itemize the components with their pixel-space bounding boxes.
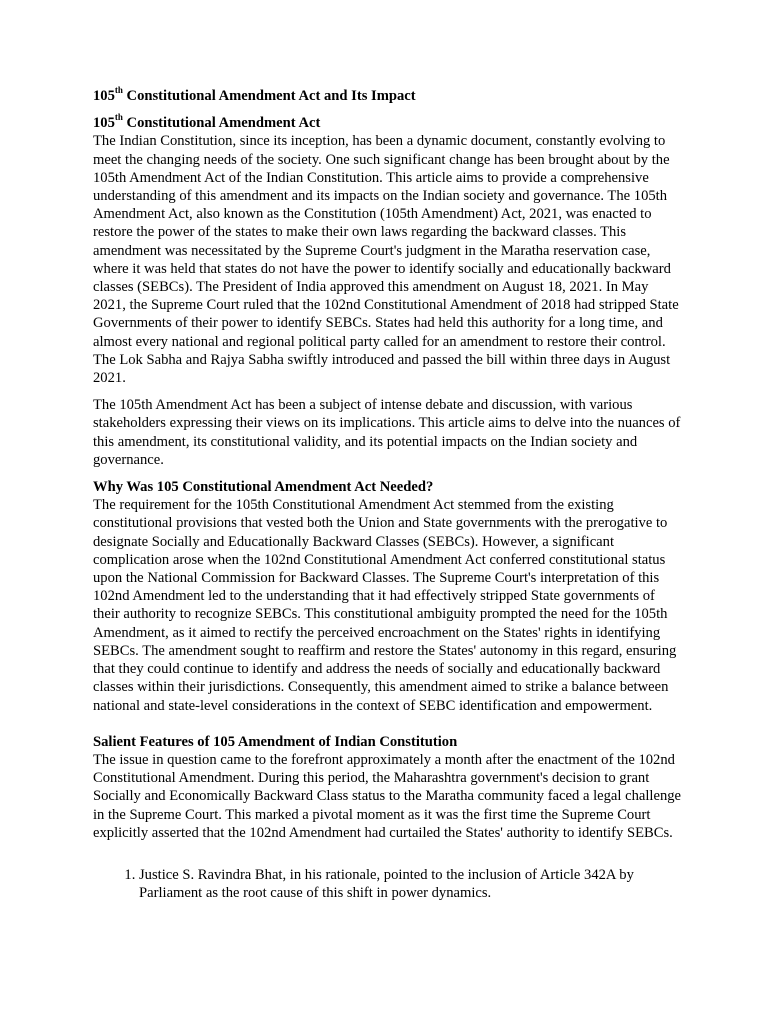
- paragraph-debate: The 105th Amendment Act has been a subject of intense debate and discussion, with various stakeholders expressing their views on its implications. This article aims to delve into the nuances of this amendment, its constitutional validity, and its potential impacts on the Indian society and governance.: [93, 397, 681, 468]
- document-title: [93, 87, 683, 105]
- title-text: Constitutional Amendment Act and Its Impact: [122, 88, 416, 104]
- numbered-list: [93, 866, 683, 902]
- list-item: 1. Justice S. Ravindra Bhat, in his rationale, pointed to the inclusion of Article 342A by Parliament as the root cause of this shift in power dynamics.: [139, 866, 683, 902]
- paragraph-salient-features: The issue in question came to the forefront approximately a month after the enactment of the 102nd Constitutional Amendment. During this period, the Maharashtra government's decision to grant Socially and Economically Backward Class status to the Maratha community faced a legal challenge in the Supreme Court. This marked a pivotal moment as it was the first time the Supreme Court explicitly asserted that the 102nd Amendment had curtailed the States' authority to identify SEBCs.: [93, 751, 682, 841]
- section-heading-salient-features: Salient Features of 105 Amendment of Indian Constitution: [93, 733, 458, 750]
- paragraph-introduction: The Indian Constitution, since its inception, has been a dynamic document, constantly evolving to meet the changing needs of the society. One such significant change has been brought about by the 105th Amendment Act of the Indian Constitution. This article aims to provide a comprehensive understanding of this amendment and its impacts on the Indian society and governance. The 105th Amendment Act, also known as the Constitution (105th Amendment) Act, 2021, was enacted to restore the power of the states to make their own laws regarding the backward classes. This amendment was necessitated by the Supreme Court's judgment in the Maratha reservation case, where it was held that states do not have the power to identify socially and educationally backward classes (SEBCs). The President of India approved this amendment on August 18, 2021. In May 2021, the Supreme Court ruled that the 102nd Constitutional Amendment of 2018 had stripped State Governments of their power to identify SEBCs. States had held this authority for a long time, and almost every national and regional political party called for an amendment to restore their control. The Lok Sabha and Rajya Sabha swiftly introduced and passed the bill within three days in August 2021.: [93, 133, 679, 387]
- title-number: 105: [93, 88, 115, 104]
- paragraph-why-needed: The requirement for the 105th Constitutional Amendment Act stemmed from the existing constitutional provisions that vested both the Union and State governments with the prerogative to designate Socially and Educationally Backward Classes (SEBCs). However, a significant complication arose when the 102nd Constitutional Amendment Act conferred constitutional status upon the National Commission for Backward Classes. The Supreme Court's interpretation of this 102nd Amendment led to the understanding that it had effectively stripped State governments of their authority to recognize SEBCs. This constitutional ambiguity prompted the need for the 105th Amendment, as it aimed to rectify the perceived encroachment on the States' rights in identifying SEBCs. The amendment sought to reaffirm and restore the States' autonomy in this regard, ensuring that they could continue to identify and address the needs of socially and educationally backward classes within their jurisdictions. Consequently, this amendment aimed to strike a balance between national and state-level considerations in the context of SEBC identification and empowerment.: [93, 497, 677, 714]
- heading-text: Constitutional Amendment Act: [122, 115, 321, 132]
- section-heading-why-needed: Why Was 105 Constitutional Amendment Act Needed?: [93, 479, 434, 496]
- heading-superscript: th: [114, 112, 123, 123]
- heading-number: 105: [93, 115, 115, 132]
- document-body: [93, 87, 683, 902]
- title-superscript: th: [114, 85, 123, 96]
- section-heading-105th-act: [93, 114, 683, 132]
